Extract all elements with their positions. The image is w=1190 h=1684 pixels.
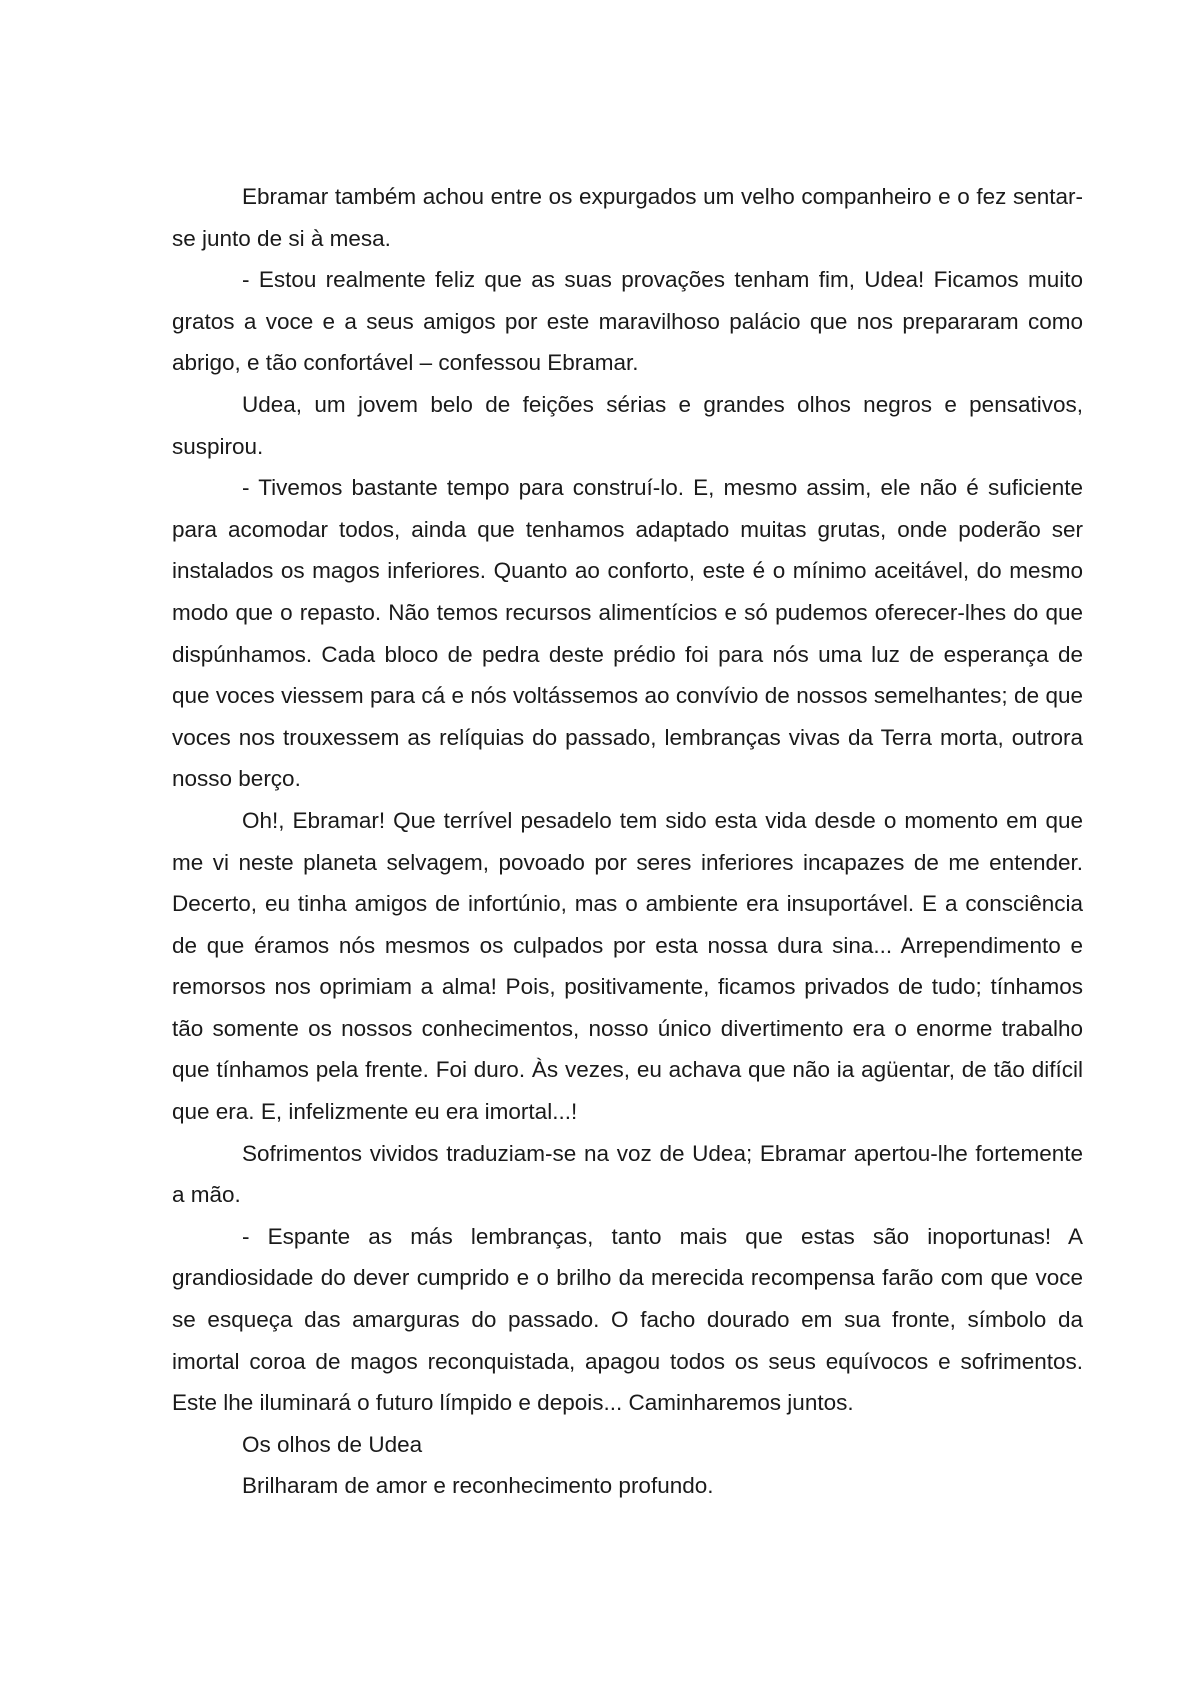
paragraph-5: Oh!, Ebramar! Que terrível pesadelo tem sido esta vida desde o momento em que me vi neste planeta selvagem, povoado por seres inferiores incapazes de me entender. Decerto, eu tinha amigos de infortúnio, mas o ambiente era insuportável. E a consciência de que éramos nós mesmos os culpados por esta nossa dura sina... Arrependimento e remorsos nos oprimiam a alma! Pois, positivamente, ficamos privados de tudo; tínhamos tão somente os nossos conhecimentos, nosso único divertimento era o enorme trabalho que tínhamos pela frente. Foi duro. Às vezes, eu achava que não ia agüentar, de tão difícil que era. E, infelizmente eu era imortal...! — [172, 807, 1083, 1125]
paragraph-1: Ebramar também achou entre os expurgados um velho companheiro e o fez sentar-se junto de si à mesa. — [172, 184, 1083, 251]
paragraph-4: - Tivemos bastante tempo para construí-lo. E, mesmo assim, ele não é suficiente para acomodar todos, ainda que tenhamos adaptado muitas grutas, onde poderão ser instalados os magos inferiores. Quanto ao conforto, este é o mínimo aceitável, do mesmo modo que o repasto. Não temos recursos alimentícios e só pudemos oferecer-lhes do que dispúnhamos. Cada bloco de pedra deste prédio foi para nós uma luz de esperança de que voces viessem para cá e nós voltássemos ao convívio de nossos semelhantes; de que voces nos trouxessem as relíquias do passado, lembranças vivas da Terra morta, outrora nosso berço. — [172, 475, 1083, 792]
paragraph-7: - Espante as más lembranças, tanto mais que estas são inoportunas! A grandiosidade do dever cumprido e o brilho da merecida recompensa farão com que voce se esqueça das amarguras do passado. O facho dourado em sua fronte, símbolo da imortal coroa de magos reconquistada, apagou todos os seus equívocos e sofrimentos. Este lhe iluminará o futuro límpido e depois... Caminharemos juntos. — [172, 1223, 1083, 1416]
paragraph-2: - Estou realmente feliz que as suas provações tenham fim, Udea! Ficamos muito gratos a voce e a seus amigos por este maravilhoso palácio que nos prepararam como abrigo, e tão confortável – confessou Ebramar. — [172, 267, 1083, 376]
paragraph-9: Brilharam de amor e reconhecimento profundo. — [242, 1473, 714, 1499]
paragraph-3: Udea, um jovem belo de feições sérias e grandes olhos negros e pensativos, suspirou. — [172, 391, 1083, 459]
body-text — [172, 176, 1083, 1507]
paragraph-8: Os olhos de Udea — [242, 1431, 423, 1457]
paragraph-6: Sofrimentos vividos traduziam-se na voz de Udea; Ebramar apertou-lhe fortemente a mão. — [172, 1140, 1083, 1208]
